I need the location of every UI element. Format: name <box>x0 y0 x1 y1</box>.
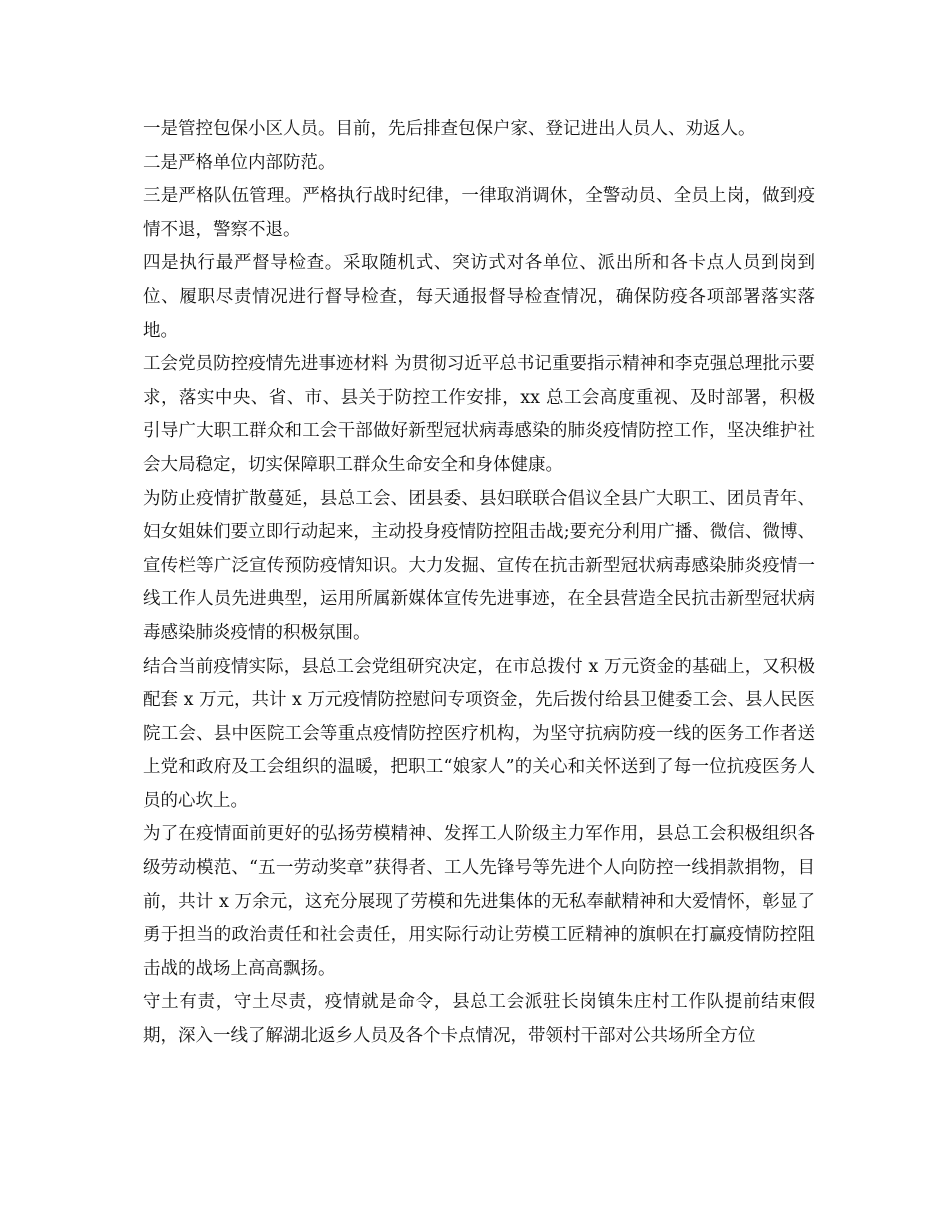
paragraph-9: 守土有责，守土尽责，疫情就是命令，县总工会派驻长岗镇朱庄村工作队提前结束假期，深入一线了解湖北返乡人员及各个卡点情况，带领村干部对公共场所全方位 <box>143 992 815 1047</box>
paragraph-5: 工会党员防控疫情先进事迹材料 为贯彻习近平总书记重要指示精神和李克强总理批示要求，落实中央、省、市、县关于防控工作安排，xx 总工会高度重视、及时部署，积极引导广大职工群众和工会干部做好新型冠状病毒感染的肺炎疫情防控工作，坚决维护社会大局稳定，切实保障职工群众生命安全和身体健康。 <box>143 354 815 475</box>
paragraph-4: 四是执行最严督导检查。采取随机式、突访式对各单位、派出所和各卡点人员到岗到位、履职尽责情况进行督导检查，每天通报督导检查情况，确保防疫各项部署落实落地。 <box>143 253 815 341</box>
paragraph-8: 为了在疫情面前更好的弘扬劳模精神、发挥工人阶级主力军作用，县总工会积极组织各级劳动模范、“五一劳动奖章”获得者、工人先锋号等先进个人向防控一线捐款捐物，目前，共计 x 万余元，这充分展现了劳模和先进集体的无私奉献精神和大爱情怀，彰显了勇于担当的政治责任和社会责任，用实际行动让劳模工匠精神的旗帜在打赢疫情防控阻击战的战场上高高飘扬。 <box>143 824 815 979</box>
paragraph-2: 二是严格单位内部防范。 <box>143 152 336 173</box>
document-body <box>143 113 815 1054</box>
paragraph-7: 结合当前疫情实际，县总工会党组研究决定，在市总拨付 x 万元资金的基础上，又积极配套 x 万元，共计 x 万元疫情防控慰问专项资金，先后拨付给县卫健委工会、县人民医院工会、县中医院工会等重点疫情防控医疗机构，为坚守抗病防疫一线的医务工作者送上党和政府及工会组织的温暖，把职工“娘家人”的关心和关怀送到了每一位抗疫医务人员的心坎上。 <box>143 656 815 811</box>
paragraph-1: 一是管控包保小区人员。目前，先后排查包保户家、登记进出人员人、劝返人。 <box>143 119 756 139</box>
paragraph-3: 三是严格队伍管理。严格执行战时纪律，一律取消调休，全警动员、全员上岗，做到疫情不退，警察不退。 <box>143 186 815 240</box>
paragraph-6: 为防止疫情扩散蔓延，县总工会、团县委、县妇联联合倡议全县广大职工、团员青年、妇女姐妹们要立即行动起来，主动投身疫情防控阻击战;要充分利用广播、微信、微博、宣传栏等广泛宣传预防疫情知识。大力发掘、宣传在抗击新型冠状病毒感染肺炎疫情一线工作人员先进典型，运用所属新媒体宣传先进事迹，在全县营造全民抗击新型冠状病毒感染肺炎疫情的积极氛围。 <box>143 488 815 643</box>
